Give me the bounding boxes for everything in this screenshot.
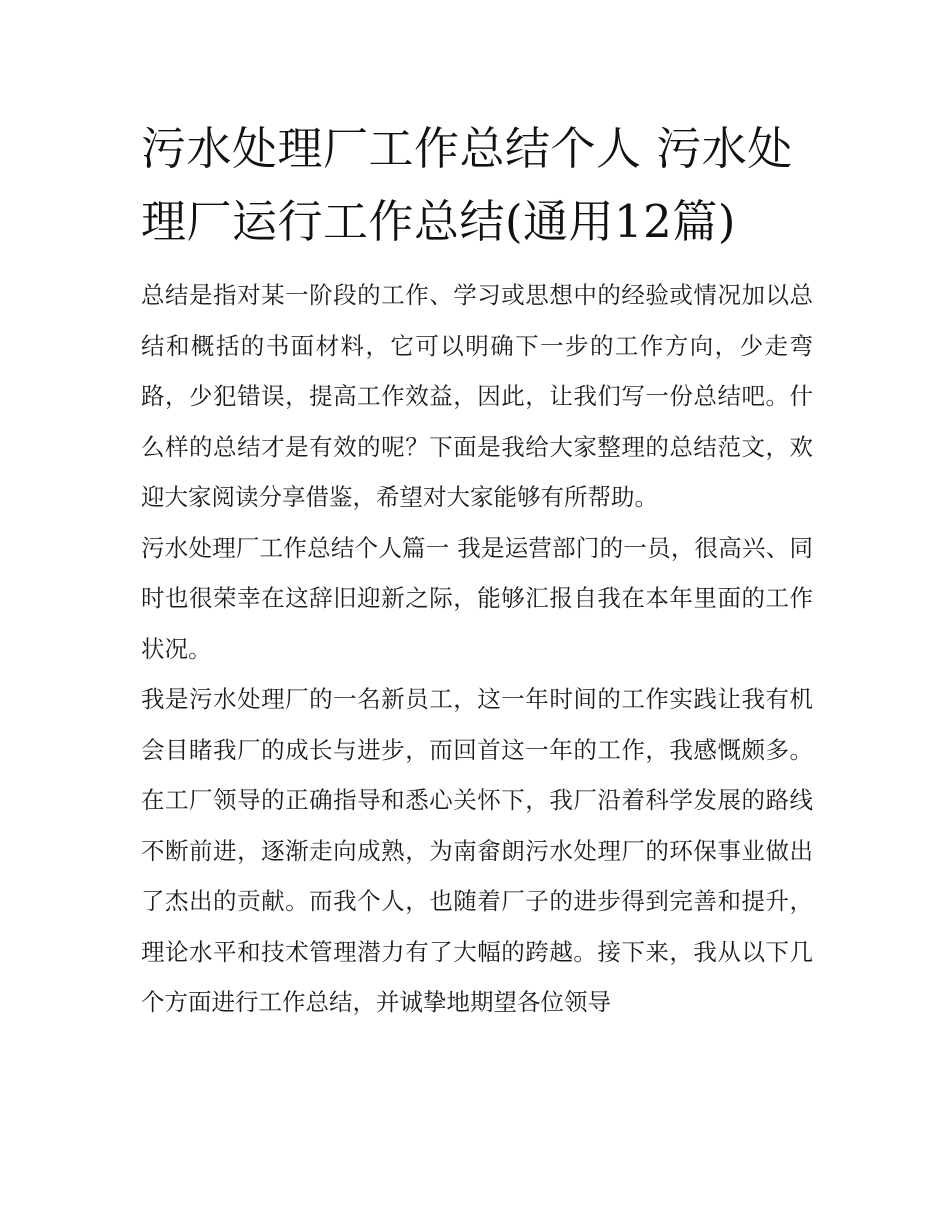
document-title: 污水处理厂工作总结个人 污水处理厂运行工作总结(通用12篇) xyxy=(141,122,793,248)
paragraph-intro: 总结是指对某一阶段的工作、学习或思想中的经验或情况加以总结和概括的书面材料，它可以明确下一步的工作方向，少走弯路，少犯错误，提高工作效益，因此，让我们写一份总结吧。什么样的总结才是有效的呢？下面是我给大家整理的总结范文，欢迎大家阅读分享借鉴，希望对大家能够有所帮助。 xyxy=(141,281,813,511)
document-content xyxy=(141,112,813,1028)
paragraph-section-one: 污水处理厂工作总结个人篇一 我是运营部门的一员，很高兴、同时也很荣幸在这辞旧迎新之际，能够汇报自我在本年里面的工作状况。 xyxy=(141,533,813,663)
paragraph-self-intro: 我是污水处理厂的一名新员工，这一年时间的工作实践让我有机会目睹我厂的成长与进步，而回首这一年的工作，我感慨颇多。在工厂领导的正确指导和悉心关怀下，我厂沿着科学发展的路线不断前进，逐渐走向成熟，为南畲朗污水处理厂的环保事业做出了杰出的贡献。而我个人，也随着厂子的进步得到完善和提升，理论水平和技术管理潜力有了大幅的跨越。接下来，我从以下几个方面进行工作总结，并诚挚地期望各位领导 xyxy=(141,685,813,1016)
document-body xyxy=(141,270,813,1028)
